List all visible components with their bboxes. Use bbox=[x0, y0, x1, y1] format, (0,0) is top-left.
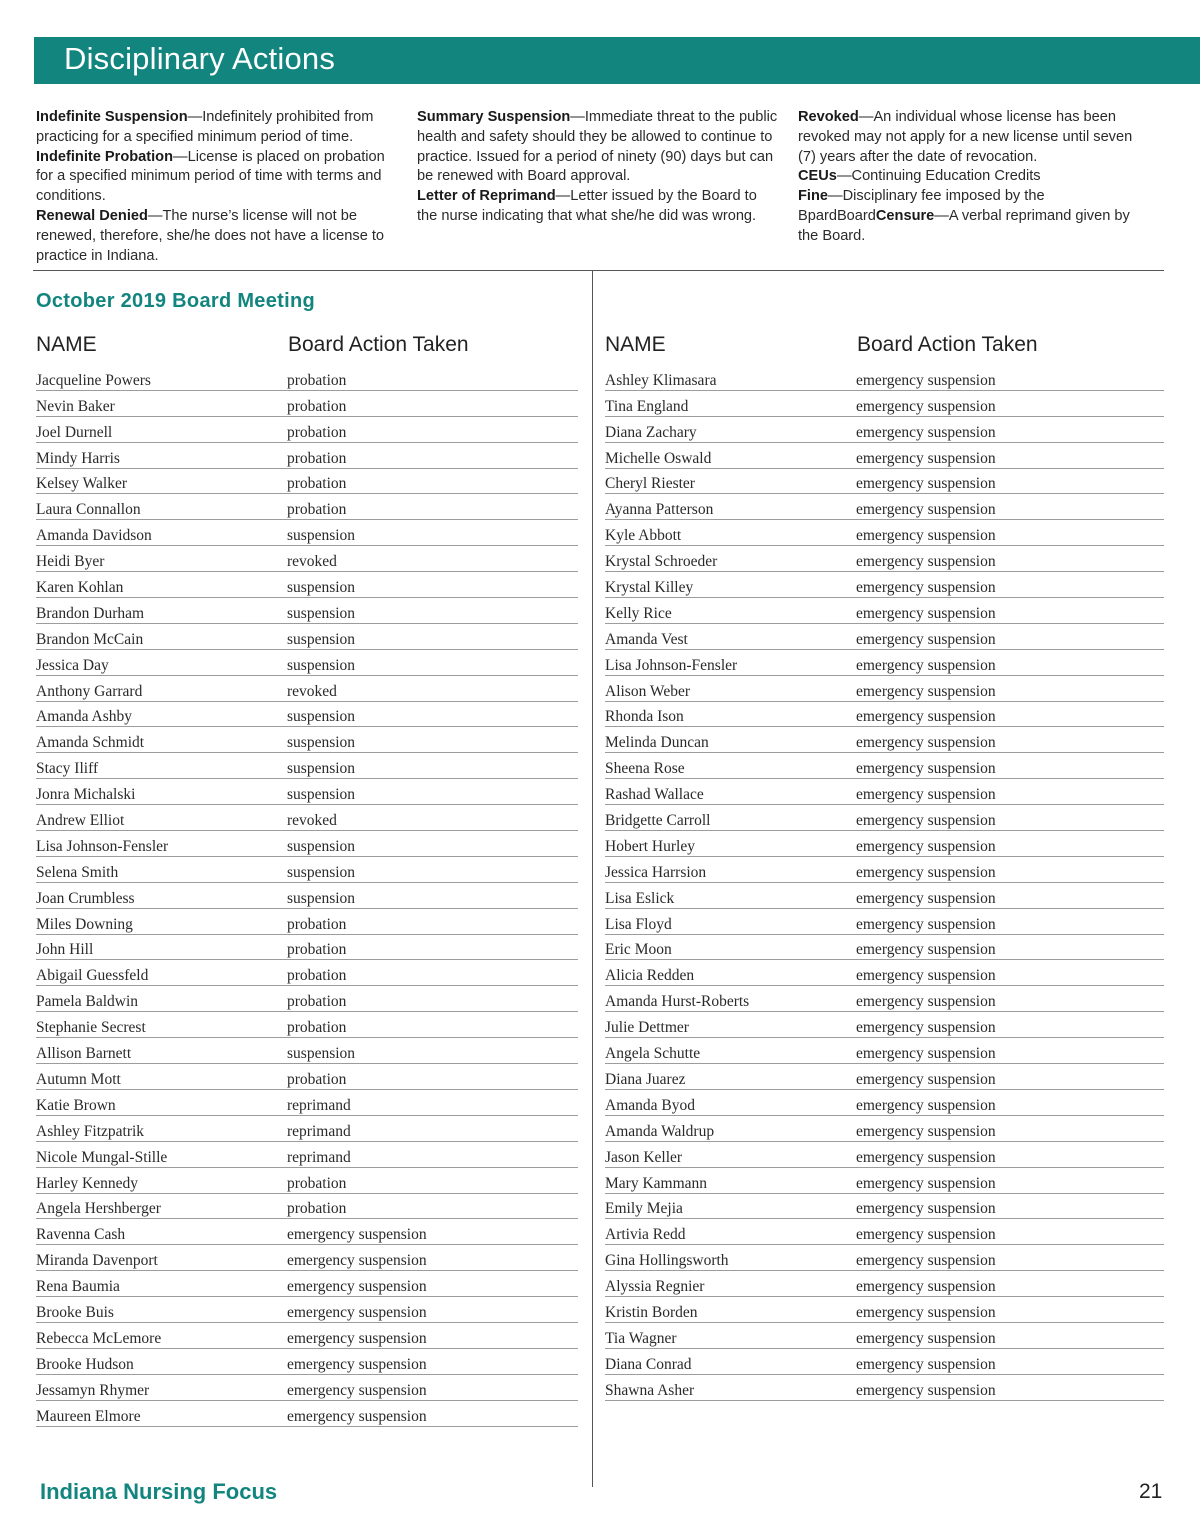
row-name: Jessamyn Rhymer bbox=[36, 1381, 150, 1399]
header-banner bbox=[34, 37, 1200, 84]
table-row bbox=[36, 469, 578, 495]
row-action: emergency suspension bbox=[856, 786, 996, 804]
row-name: Angela Schutte bbox=[605, 1045, 701, 1063]
row-action: emergency suspension bbox=[856, 1122, 996, 1140]
row-action: emergency suspension bbox=[287, 1355, 427, 1373]
table-row bbox=[36, 831, 578, 857]
row-action: reprimand bbox=[287, 1122, 351, 1140]
row-name: Alison Weber bbox=[605, 682, 690, 700]
row-name: Andrew Elliot bbox=[36, 812, 125, 830]
left-actions-table bbox=[36, 365, 578, 1427]
row-name: Karen Kohlan bbox=[36, 579, 124, 597]
row-name: Pamela Baldwin bbox=[36, 993, 139, 1011]
row-name: Abigail Guessfeld bbox=[36, 967, 149, 985]
table-row bbox=[36, 1168, 578, 1194]
row-action: reprimand bbox=[287, 1096, 351, 1114]
table-row bbox=[36, 1219, 578, 1245]
row-name: Krystal Killey bbox=[605, 579, 694, 597]
table-row bbox=[36, 727, 578, 753]
table-row bbox=[605, 779, 1164, 805]
row-action: probation bbox=[287, 967, 347, 985]
table-row bbox=[605, 624, 1164, 650]
row-name: Amanda Ashby bbox=[36, 708, 133, 726]
row-name: Kelsey Walker bbox=[36, 475, 128, 493]
table-row bbox=[605, 1090, 1164, 1116]
row-action: emergency suspension bbox=[856, 993, 996, 1011]
row-name: Lisa Johnson-Fensler bbox=[605, 656, 738, 674]
table-row bbox=[605, 805, 1164, 831]
row-name: Amanda Hurst-Roberts bbox=[605, 993, 750, 1011]
row-action: suspension bbox=[287, 734, 356, 752]
row-name: Kelly Rice bbox=[605, 604, 672, 622]
row-name: Jessica Harrsion bbox=[605, 863, 707, 881]
table-row bbox=[36, 443, 578, 469]
row-action: emergency suspension bbox=[856, 1329, 996, 1347]
table-row bbox=[605, 1323, 1164, 1349]
publication-name: Indiana Nursing Focus bbox=[40, 1479, 278, 1504]
row-action: emergency suspension bbox=[856, 941, 996, 959]
table-row bbox=[36, 1064, 578, 1090]
row-action: emergency suspension bbox=[856, 1226, 996, 1244]
row-action: emergency suspension bbox=[856, 863, 996, 881]
row-action: emergency suspension bbox=[856, 812, 996, 830]
table-row bbox=[36, 960, 578, 986]
page-title: Disciplinary Actions bbox=[64, 41, 336, 76]
table-row bbox=[36, 624, 578, 650]
table-row bbox=[605, 520, 1164, 546]
row-action: revoked bbox=[287, 553, 337, 571]
row-name: Jacqueline Powers bbox=[36, 371, 151, 389]
row-name: Kyle Abbott bbox=[605, 527, 682, 545]
table-row bbox=[605, 831, 1164, 857]
table-row bbox=[36, 1349, 578, 1375]
table-row bbox=[36, 1194, 578, 1220]
row-name: Brandon McCain bbox=[36, 630, 144, 648]
table-row bbox=[36, 1323, 578, 1349]
table-row bbox=[36, 805, 578, 831]
definitions-column-3 bbox=[798, 108, 1144, 247]
table-row bbox=[36, 779, 578, 805]
row-name: Amanda Schmidt bbox=[36, 734, 145, 752]
row-action: emergency suspension bbox=[856, 553, 996, 571]
table-row bbox=[36, 494, 578, 520]
table-row bbox=[36, 857, 578, 883]
row-action: probation bbox=[287, 423, 347, 441]
row-action: emergency suspension bbox=[856, 889, 996, 907]
row-name: Allison Barnett bbox=[36, 1045, 132, 1063]
row-action: emergency suspension bbox=[856, 656, 996, 674]
row-name: Diana Conrad bbox=[605, 1355, 692, 1373]
table-row bbox=[36, 986, 578, 1012]
definitions-column-2 bbox=[417, 108, 779, 227]
table-row bbox=[36, 1090, 578, 1116]
table-row bbox=[36, 391, 578, 417]
row-action: emergency suspension bbox=[287, 1407, 427, 1425]
row-name: Jessica Day bbox=[36, 656, 109, 674]
table-row bbox=[36, 546, 578, 572]
table-row bbox=[36, 1401, 578, 1427]
table-row bbox=[36, 1297, 578, 1323]
table-row bbox=[605, 1245, 1164, 1271]
row-action: emergency suspension bbox=[856, 1096, 996, 1114]
row-action: suspension bbox=[287, 630, 356, 648]
table-row bbox=[605, 935, 1164, 961]
row-action: emergency suspension bbox=[856, 1019, 996, 1037]
page-number: 21 bbox=[1139, 1480, 1163, 1503]
table-row bbox=[605, 857, 1164, 883]
table-row bbox=[36, 1116, 578, 1142]
row-name: Mary Kammann bbox=[605, 1174, 708, 1192]
row-action: probation bbox=[287, 1200, 347, 1218]
row-action: emergency suspension bbox=[856, 682, 996, 700]
row-name: Amanda Davidson bbox=[36, 527, 152, 545]
table-row bbox=[605, 1297, 1164, 1323]
right-actions-table bbox=[605, 365, 1164, 1401]
row-action: probation bbox=[287, 915, 347, 933]
table-row bbox=[605, 572, 1164, 598]
table-row bbox=[605, 365, 1164, 391]
row-name: Ravenna Cash bbox=[36, 1226, 126, 1244]
row-action: emergency suspension bbox=[856, 527, 996, 545]
table-row bbox=[36, 1271, 578, 1297]
row-action: emergency suspension bbox=[287, 1381, 427, 1399]
row-name: Bridgette Carroll bbox=[605, 812, 711, 830]
row-name: Miles Downing bbox=[36, 915, 133, 933]
row-name: Miranda Davenport bbox=[36, 1252, 158, 1270]
row-action: emergency suspension bbox=[287, 1303, 427, 1321]
table-row bbox=[605, 391, 1164, 417]
table-row bbox=[605, 1142, 1164, 1168]
row-name: Selena Smith bbox=[36, 863, 119, 881]
left-name-header: NAME bbox=[36, 333, 97, 356]
table-row bbox=[36, 753, 578, 779]
table-row bbox=[36, 1038, 578, 1064]
table-row bbox=[605, 727, 1164, 753]
row-action: probation bbox=[287, 1019, 347, 1037]
row-action: emergency suspension bbox=[856, 1045, 996, 1063]
table-row bbox=[605, 417, 1164, 443]
row-name: Joel Durnell bbox=[36, 423, 113, 441]
row-action: emergency suspension bbox=[856, 423, 996, 441]
row-action: probation bbox=[287, 1070, 347, 1088]
table-row bbox=[36, 520, 578, 546]
row-name: Joan Crumbless bbox=[36, 889, 135, 907]
row-action: emergency suspension bbox=[856, 1381, 996, 1399]
table-row bbox=[36, 676, 578, 702]
table-row bbox=[605, 1194, 1164, 1220]
table-row bbox=[605, 676, 1164, 702]
table-row bbox=[605, 1064, 1164, 1090]
table-row bbox=[36, 935, 578, 961]
row-name: Ashley Fitzpatrik bbox=[36, 1122, 145, 1140]
row-action: emergency suspension bbox=[856, 1200, 996, 1218]
table-row bbox=[605, 1012, 1164, 1038]
row-action: suspension bbox=[287, 863, 356, 881]
row-name: Katie Brown bbox=[36, 1096, 116, 1114]
row-action: emergency suspension bbox=[856, 1174, 996, 1192]
definition-indefinite-probation: Indefinite Probation—License is placed on probation for a specified minimum period of time with terms and conditions. bbox=[36, 148, 385, 205]
table-row bbox=[605, 1219, 1164, 1245]
row-name: Shawna Asher bbox=[605, 1381, 695, 1399]
row-action: emergency suspension bbox=[856, 397, 996, 415]
row-name: Rashad Wallace bbox=[605, 786, 704, 804]
row-name: Amanda Waldrup bbox=[605, 1122, 715, 1140]
table-row bbox=[605, 909, 1164, 935]
row-action: emergency suspension bbox=[856, 1070, 996, 1088]
table-row bbox=[605, 1271, 1164, 1297]
row-action: emergency suspension bbox=[856, 1148, 996, 1166]
row-action: suspension bbox=[287, 708, 356, 726]
row-name: Nicole Mungal-Stille bbox=[36, 1148, 168, 1166]
table-row bbox=[36, 1375, 578, 1401]
row-name: Laura Connallon bbox=[36, 501, 141, 519]
table-row bbox=[36, 417, 578, 443]
table-row bbox=[36, 1142, 578, 1168]
row-name: Julie Dettmer bbox=[605, 1019, 689, 1037]
row-name: Eric Moon bbox=[605, 941, 672, 959]
table-row bbox=[605, 753, 1164, 779]
meeting-heading: October 2019 Board Meeting bbox=[36, 290, 315, 312]
row-action: emergency suspension bbox=[856, 604, 996, 622]
table-row bbox=[605, 494, 1164, 520]
row-action: emergency suspension bbox=[287, 1278, 427, 1296]
column-divider bbox=[592, 271, 593, 1487]
row-name: Ashley Klimasara bbox=[605, 371, 717, 389]
row-name: John Hill bbox=[36, 941, 94, 959]
row-action: emergency suspension bbox=[856, 915, 996, 933]
row-name: Alyssia Regnier bbox=[605, 1278, 705, 1296]
table-row bbox=[36, 702, 578, 728]
row-action: probation bbox=[287, 941, 347, 959]
definition-indefinite-suspension: Indefinite Suspension—Indefinitely prohibited from practicing for a specified minimum period of time. bbox=[36, 109, 374, 145]
row-name: Rhonda Ison bbox=[605, 708, 684, 726]
table-row bbox=[605, 1038, 1164, 1064]
row-action: emergency suspension bbox=[856, 579, 996, 597]
row-action: probation bbox=[287, 397, 347, 415]
row-action: emergency suspension bbox=[856, 1278, 996, 1296]
row-name: Melinda Duncan bbox=[605, 734, 709, 752]
definition-revoked: Revoked—An individual whose license has been revoked may not apply for a new license until seven (7) years after the date of revocation. bbox=[798, 109, 1133, 165]
row-action: suspension bbox=[287, 889, 356, 907]
row-action: emergency suspension bbox=[287, 1226, 427, 1244]
row-action: probation bbox=[287, 1174, 347, 1192]
table-row bbox=[605, 1349, 1164, 1375]
row-name: Hobert Hurley bbox=[605, 837, 695, 855]
row-name: Tina England bbox=[605, 397, 689, 415]
row-action: probation bbox=[287, 371, 347, 389]
row-name: Stacy Iliff bbox=[36, 760, 99, 778]
horizontal-divider bbox=[33, 270, 1164, 271]
row-name: Sheena Rose bbox=[605, 760, 685, 778]
row-action: reprimand bbox=[287, 1148, 351, 1166]
definition-letter-of-reprimand: Letter of Reprimand—Letter issued by the Board to the nurse indicating that what she/he did was wrong. bbox=[417, 188, 757, 224]
table-row bbox=[605, 598, 1164, 624]
definition-summary-suspension: Summary Suspension—Immediate threat to the public health and safety should they be allowed to continue to practice. Issued for a period of ninety (90) days but can be renewed with Board approval. bbox=[417, 109, 778, 185]
row-name: Cheryl Riester bbox=[605, 475, 695, 493]
row-name: Alicia Redden bbox=[605, 967, 695, 985]
row-action: emergency suspension bbox=[856, 760, 996, 778]
row-action: emergency suspension bbox=[856, 734, 996, 752]
row-action: suspension bbox=[287, 527, 356, 545]
row-action: probation bbox=[287, 993, 347, 1011]
row-action: emergency suspension bbox=[287, 1329, 427, 1347]
row-name: Tia Wagner bbox=[605, 1329, 677, 1347]
table-row bbox=[36, 572, 578, 598]
row-action: suspension bbox=[287, 604, 356, 622]
definitions-column-1 bbox=[36, 108, 398, 266]
row-action: probation bbox=[287, 475, 347, 493]
row-action: emergency suspension bbox=[856, 1355, 996, 1373]
row-action: emergency suspension bbox=[856, 837, 996, 855]
table-row bbox=[36, 883, 578, 909]
definition-renewal-denied: Renewal Denied—The nurse’s license will not be renewed, therefore, she/he does not have a license to practice in Indiana. bbox=[36, 207, 385, 264]
row-name: Nevin Baker bbox=[36, 397, 115, 415]
row-action: emergency suspension bbox=[856, 371, 996, 389]
row-action: emergency suspension bbox=[856, 1252, 996, 1270]
row-name: Amanda Byod bbox=[605, 1096, 695, 1114]
table-row bbox=[36, 1245, 578, 1271]
row-action: revoked bbox=[287, 812, 337, 830]
row-name: Stephanie Secrest bbox=[36, 1019, 146, 1037]
row-action: suspension bbox=[287, 656, 356, 674]
table-row bbox=[605, 443, 1164, 469]
row-name: Artivia Redd bbox=[605, 1226, 686, 1244]
row-name: Lisa Eslick bbox=[605, 889, 675, 907]
table-row bbox=[605, 1168, 1164, 1194]
right-action-header: Board Action Taken bbox=[857, 333, 1038, 356]
table-row bbox=[36, 365, 578, 391]
row-name: Anthony Garrard bbox=[36, 682, 143, 700]
row-name: Jason Keller bbox=[605, 1148, 683, 1166]
table-row bbox=[605, 469, 1164, 495]
row-name: Emily Mejia bbox=[605, 1200, 683, 1218]
row-action: suspension bbox=[287, 760, 356, 778]
row-name: Rebecca McLemore bbox=[36, 1329, 162, 1347]
left-action-header: Board Action Taken bbox=[288, 333, 469, 356]
row-name: Brooke Buis bbox=[36, 1303, 114, 1321]
row-name: Harley Kennedy bbox=[36, 1174, 138, 1192]
table-row bbox=[605, 702, 1164, 728]
row-name: Autumn Mott bbox=[36, 1070, 121, 1088]
row-action: probation bbox=[287, 449, 347, 467]
table-row bbox=[605, 1116, 1164, 1142]
row-name: Maureen Elmore bbox=[36, 1407, 141, 1425]
row-name: Mindy Harris bbox=[36, 449, 120, 467]
table-row bbox=[605, 1375, 1164, 1401]
table-row bbox=[605, 883, 1164, 909]
row-action: suspension bbox=[287, 1045, 356, 1063]
table-row bbox=[605, 650, 1164, 676]
table-row bbox=[36, 650, 578, 676]
row-name: Michelle Oswald bbox=[605, 449, 712, 467]
row-action: suspension bbox=[287, 579, 356, 597]
table-row bbox=[36, 598, 578, 624]
table-row bbox=[36, 909, 578, 935]
row-name: Diana Zachary bbox=[605, 423, 697, 441]
row-action: emergency suspension bbox=[856, 501, 996, 519]
row-name: Lisa Floyd bbox=[605, 915, 672, 933]
row-name: Brandon Durham bbox=[36, 604, 145, 622]
row-name: Brooke Hudson bbox=[36, 1355, 134, 1373]
definition-fine-censure: Fine—Disciplinary fee imposed by the BpardBoardCensure—A verbal reprimand given by the Board. bbox=[798, 188, 1130, 244]
row-action: emergency suspension bbox=[856, 1303, 996, 1321]
row-action: emergency suspension bbox=[856, 967, 996, 985]
row-name: Kristin Borden bbox=[605, 1303, 698, 1321]
row-action: emergency suspension bbox=[856, 708, 996, 726]
table-row bbox=[605, 546, 1164, 572]
row-action: suspension bbox=[287, 837, 356, 855]
definition-ceus: CEUs—Continuing Education Credits bbox=[798, 168, 1041, 185]
row-name: Jonra Michalski bbox=[36, 786, 136, 804]
row-name: Angela Hershberger bbox=[36, 1200, 161, 1218]
row-name: Diana Juarez bbox=[605, 1070, 686, 1088]
table-row bbox=[605, 960, 1164, 986]
row-action: emergency suspension bbox=[856, 475, 996, 493]
row-action: emergency suspension bbox=[287, 1252, 427, 1270]
row-action: probation bbox=[287, 501, 347, 519]
row-name: Gina Hollingsworth bbox=[605, 1252, 729, 1270]
row-name: Heidi Byer bbox=[36, 553, 105, 571]
row-name: Krystal Schroeder bbox=[605, 553, 718, 571]
right-name-header: NAME bbox=[605, 333, 666, 356]
table-row bbox=[36, 1012, 578, 1038]
row-action: emergency suspension bbox=[856, 449, 996, 467]
table-row bbox=[605, 986, 1164, 1012]
row-name: Lisa Johnson-Fensler bbox=[36, 837, 169, 855]
row-action: revoked bbox=[287, 682, 337, 700]
row-action: emergency suspension bbox=[856, 630, 996, 648]
row-name: Rena Baumia bbox=[36, 1278, 120, 1296]
row-action: suspension bbox=[287, 786, 356, 804]
row-name: Amanda Vest bbox=[605, 630, 688, 648]
row-name: Ayanna Patterson bbox=[605, 501, 714, 519]
